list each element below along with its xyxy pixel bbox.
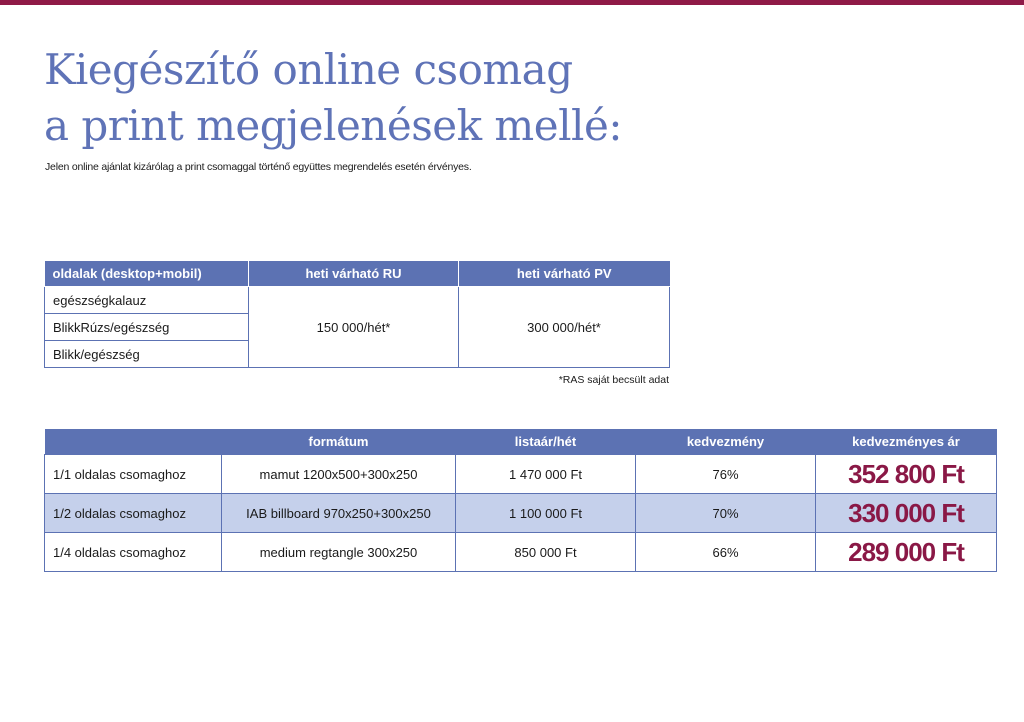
header-list-price: listaár/hét xyxy=(456,429,636,455)
table-row xyxy=(45,533,997,572)
weekly-pv-value: 300 000/hét* xyxy=(459,287,670,368)
discount: 76% xyxy=(636,455,816,494)
header-format: formátum xyxy=(222,429,456,455)
price-table xyxy=(44,429,997,572)
package-name: 1/4 oldalas csomaghoz xyxy=(45,533,222,572)
header-discount: kedvezmény xyxy=(636,429,816,455)
package-name: 1/2 oldalas csomaghoz xyxy=(45,494,222,533)
reach-table-header xyxy=(45,261,670,287)
ad-format: medium regtangle 300x250 xyxy=(222,533,456,572)
site-name: egészségkalauz xyxy=(45,287,249,314)
discount: 70% xyxy=(636,494,816,533)
header-weekly-pv: heti várható PV xyxy=(459,261,670,287)
header-discounted-price: kedvezményes ár xyxy=(816,429,997,455)
header-weekly-ru: heti várható RU xyxy=(249,261,459,287)
table-row xyxy=(45,455,997,494)
reach-table xyxy=(44,261,670,368)
ad-format: mamut 1200x500+300x250 xyxy=(222,455,456,494)
page-title-line-2: a print megjelenések mellé: xyxy=(44,101,622,150)
discount: 66% xyxy=(636,533,816,572)
header-package xyxy=(45,429,222,455)
table-row xyxy=(45,287,670,314)
page-title-line-1: Kiegészítő online csomag xyxy=(44,45,573,94)
page-title xyxy=(44,42,622,154)
list-price: 1 470 000 Ft xyxy=(456,455,636,494)
ad-format: IAB billboard 970x250+300x250 xyxy=(222,494,456,533)
header-sites: oldalak (desktop+mobil) xyxy=(45,261,249,287)
package-name: 1/1 oldalas csomaghoz xyxy=(45,455,222,494)
site-name: BlikkRúzs/egészség xyxy=(45,314,249,341)
list-price: 1 100 000 Ft xyxy=(456,494,636,533)
table-row xyxy=(45,494,997,533)
list-price: 850 000 Ft xyxy=(456,533,636,572)
top-accent-bar xyxy=(0,0,1024,5)
discounted-price: 289 000 Ft xyxy=(816,533,997,572)
discounted-price: 352 800 Ft xyxy=(816,455,997,494)
offer-disclaimer: Jelen online ajánlat kizárólag a print csomaggal történő együttes megrendelés esetén érvényes. xyxy=(45,161,472,173)
discounted-price: 330 000 Ft xyxy=(816,494,997,533)
estimate-footnote: *RAS saját becsült adat xyxy=(558,374,669,386)
price-table-header xyxy=(45,429,997,455)
weekly-ru-value: 150 000/hét* xyxy=(249,287,459,368)
site-name: Blikk/egészség xyxy=(45,341,249,368)
